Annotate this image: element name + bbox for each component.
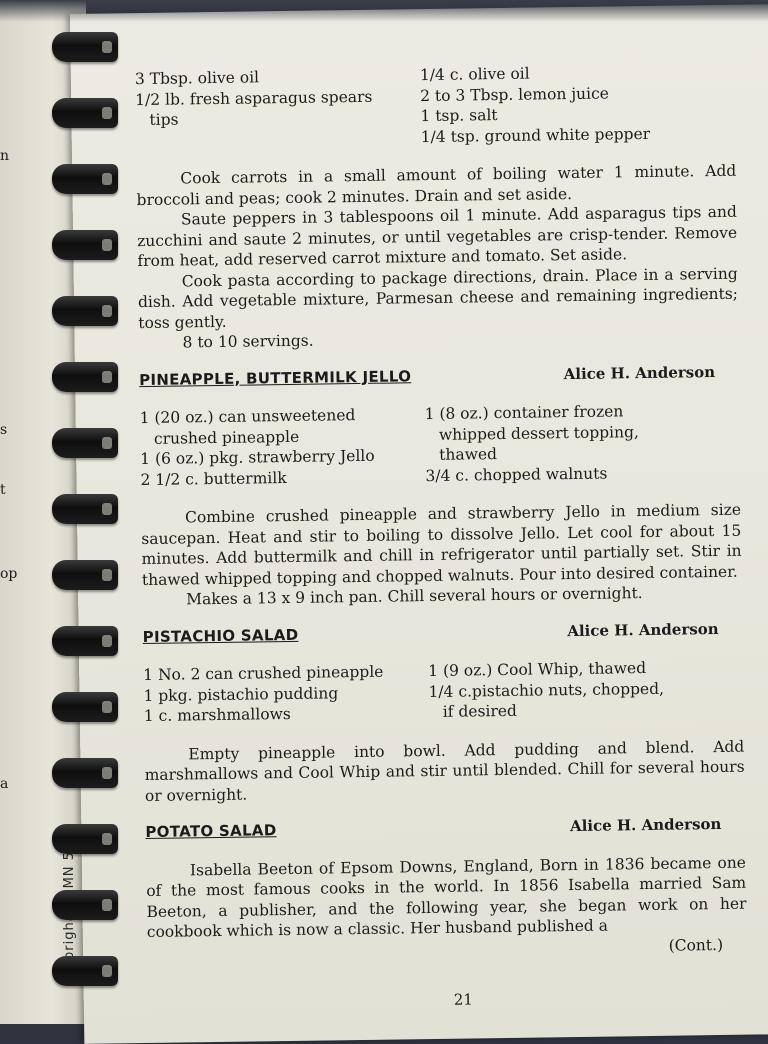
direction-paragraph: Cook pasta according to package directions, drain. Place in a serving dish. Add vegetable mixture, Parmesan cheese and remaining ingredients; toss gently. bbox=[137, 264, 739, 332]
direction-paragraph: Empty pineapple into bowl. Add pudding and blend. Add marshmallows and Cool Whip and stir until blended. Chill for several hours or overnight. bbox=[144, 737, 745, 805]
ingredient: 1 c. marshmallows bbox=[143, 704, 291, 726]
ingredient: 3/4 c. chopped walnuts bbox=[425, 464, 608, 485]
ingredient: thawed bbox=[439, 445, 498, 464]
page-content bbox=[135, 61, 747, 963]
ingredient: tips bbox=[149, 110, 179, 129]
spiral-ring bbox=[52, 758, 118, 788]
left-page-fragment: t bbox=[0, 482, 6, 498]
ingredient: 1/4 c.pistachio nuts, chopped, bbox=[428, 679, 665, 701]
left-page-fragment: a bbox=[0, 776, 9, 792]
recipe-author: Alice H. Anderson bbox=[569, 814, 722, 836]
ingredient: 1/2 lb. fresh asparagus spears bbox=[135, 87, 373, 109]
jello-ingredients bbox=[140, 400, 741, 490]
top-ingredients bbox=[135, 61, 736, 151]
recipe-author: Alice H. Anderson bbox=[567, 619, 719, 640]
spiral-ring bbox=[52, 296, 118, 326]
spiral-ring bbox=[52, 362, 118, 392]
ingredient: 1/4 tsp. ground white pepper bbox=[420, 124, 651, 146]
recipe-title: PISTACHIO SALAD bbox=[142, 625, 299, 646]
ingredient: 1 (20 oz.) can unsweetened bbox=[139, 406, 356, 428]
spiral-ring bbox=[52, 98, 118, 128]
recipe-header-potato bbox=[145, 814, 745, 843]
ingredient: 1 (9 oz.) Cool Whip, thawed bbox=[428, 659, 647, 681]
recipe-title: POTATO SALAD bbox=[145, 821, 277, 842]
left-page-fragment: s bbox=[0, 422, 8, 438]
spiral-ring bbox=[52, 890, 118, 920]
ingredient: 1/4 c. olive oil bbox=[419, 64, 530, 85]
recipe-author: Alice H. Anderson bbox=[563, 362, 716, 383]
spiral-ring bbox=[52, 560, 118, 590]
pistachio-ingredients bbox=[143, 657, 744, 727]
spiral-ring bbox=[52, 626, 118, 656]
recipe-header-jello bbox=[139, 361, 739, 390]
spiral-ring bbox=[52, 824, 118, 854]
ingredient: if desired bbox=[442, 701, 518, 721]
direction-paragraph: Cook carrots in a small amount of boiling water 1 minute. Add broccoli and peas; cook 2 minutes. Drain and set aside. bbox=[136, 161, 737, 209]
ingredient: 3 Tbsp. olive oil bbox=[134, 68, 260, 89]
servings: 8 to 10 servings. bbox=[182, 331, 314, 352]
spine-text: brigham, MN bbox=[62, 865, 77, 960]
recipe-header-pistachio bbox=[143, 618, 743, 647]
ingredient: 1 pkg. pistachio pudding bbox=[143, 683, 339, 705]
direction-paragraph: Combine crushed pineapple and strawberry Jello in medium size saucepan. Heat and stir to boiling to dissolve Jello. Let cool for about 15 minutes. Add buttermilk and chill in refrigerator until partially set. Stir in thawed whipped topping and chopped walnuts. Pour into desired container. bbox=[141, 500, 742, 589]
left-page-fragment: n bbox=[0, 148, 10, 164]
cookbook-page bbox=[70, 4, 768, 1044]
ingredient: whipped dessert topping, bbox=[438, 422, 640, 444]
spiral-ring bbox=[52, 692, 118, 722]
recipe-note: Makes a 13 x 9 inch pan. Chill several hours or overnight. bbox=[186, 584, 643, 609]
ingredient: 1 No. 2 can crushed pineapple bbox=[143, 662, 384, 685]
top-shadow bbox=[0, 0, 768, 22]
ingredient: 2 1/2 c. buttermilk bbox=[140, 468, 287, 489]
ingredient: 1 (6 oz.) pkg. strawberry Jello bbox=[140, 446, 375, 469]
spiral-ring bbox=[52, 32, 118, 62]
ingredient: 1 (8 oz.) container frozen bbox=[424, 402, 624, 424]
continued-label: (Cont.) bbox=[668, 935, 724, 955]
direction-paragraph: Saute peppers in 3 tablespoons oil 1 minute. Add asparagus tips and zucchini and saute 2 minutes, or until vegetables are crisp-tender. Remove from heat, add reserved carrot mixture and tomato. Set aside. bbox=[137, 202, 738, 271]
spiral-ring bbox=[52, 230, 118, 260]
recipe-title: PINEAPPLE, BUTTERMILK JELLO bbox=[138, 366, 412, 389]
spiral-ring bbox=[52, 164, 118, 194]
ingredient: crushed pineapple bbox=[153, 427, 300, 448]
ingredient: 1 tsp. salt bbox=[420, 106, 498, 126]
ingredient: 2 to 3 Tbsp. lemon juice bbox=[420, 83, 610, 105]
spiral-ring bbox=[52, 428, 118, 458]
left-page-fragment: op bbox=[0, 566, 18, 582]
spiral-ring bbox=[52, 956, 118, 986]
page-number: 21 bbox=[453, 990, 474, 1009]
intro-paragraph: Isabella Beeton of Epsom Downs, England, Born in 1836 became one of the most famous cooks in the world. In 1856 Isabella married Sam Beeton, a publisher, and the following year, she began work on her cookbook which is now a classic. Her husband published a bbox=[146, 853, 747, 942]
spiral-ring bbox=[52, 494, 118, 524]
